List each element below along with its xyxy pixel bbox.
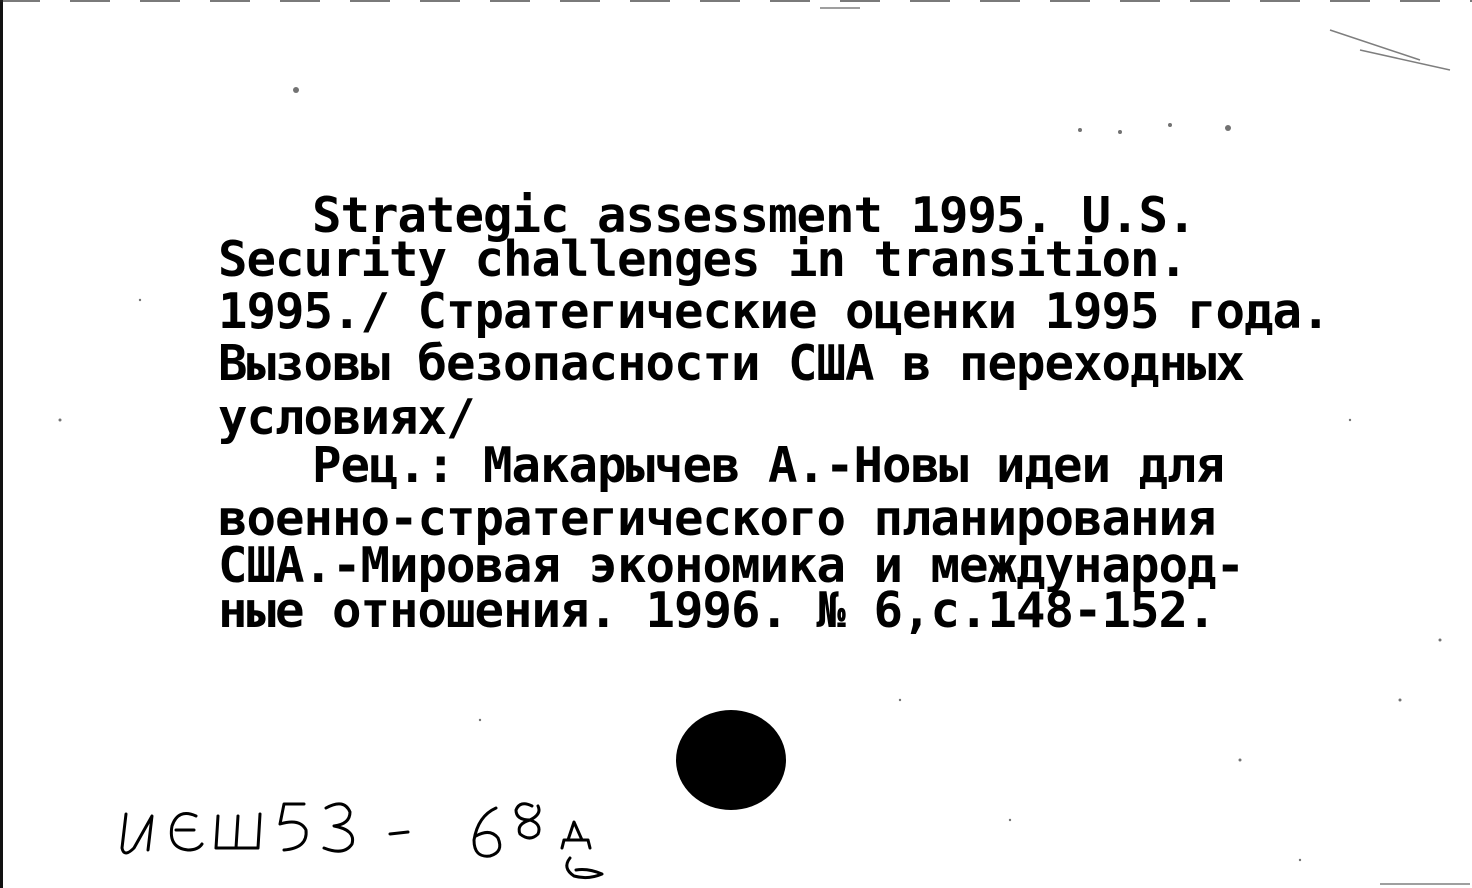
entry-line-4: Вызовы безопасности США в переходных bbox=[218, 335, 1245, 392]
shelf-mark-handwritten bbox=[118, 786, 638, 886]
entry-line-1: Strategic assessment 1995. U.S. bbox=[312, 187, 1196, 244]
entry-line-8: США.-Мировая экономика и международ- bbox=[218, 537, 1245, 594]
entry-line-2: Security challenges in transition. bbox=[218, 231, 1188, 288]
entry-line-6: Рец.: Макарычев А.-Новы идеи для bbox=[312, 437, 1225, 494]
entry-line-5: условиях/ bbox=[218, 389, 475, 446]
entry-line-9: ные отношения. 1996. № 6,с.148-152. bbox=[218, 582, 1216, 639]
scan-edge-top bbox=[0, 0, 1472, 2]
entry-line-3: 1995./ Стратегические оценки 1995 года. bbox=[218, 283, 1330, 340]
entry-line-7: военно-стратегического планирования bbox=[218, 490, 1216, 547]
punch-hole bbox=[676, 710, 786, 810]
scan-edge-left bbox=[0, 0, 3, 888]
